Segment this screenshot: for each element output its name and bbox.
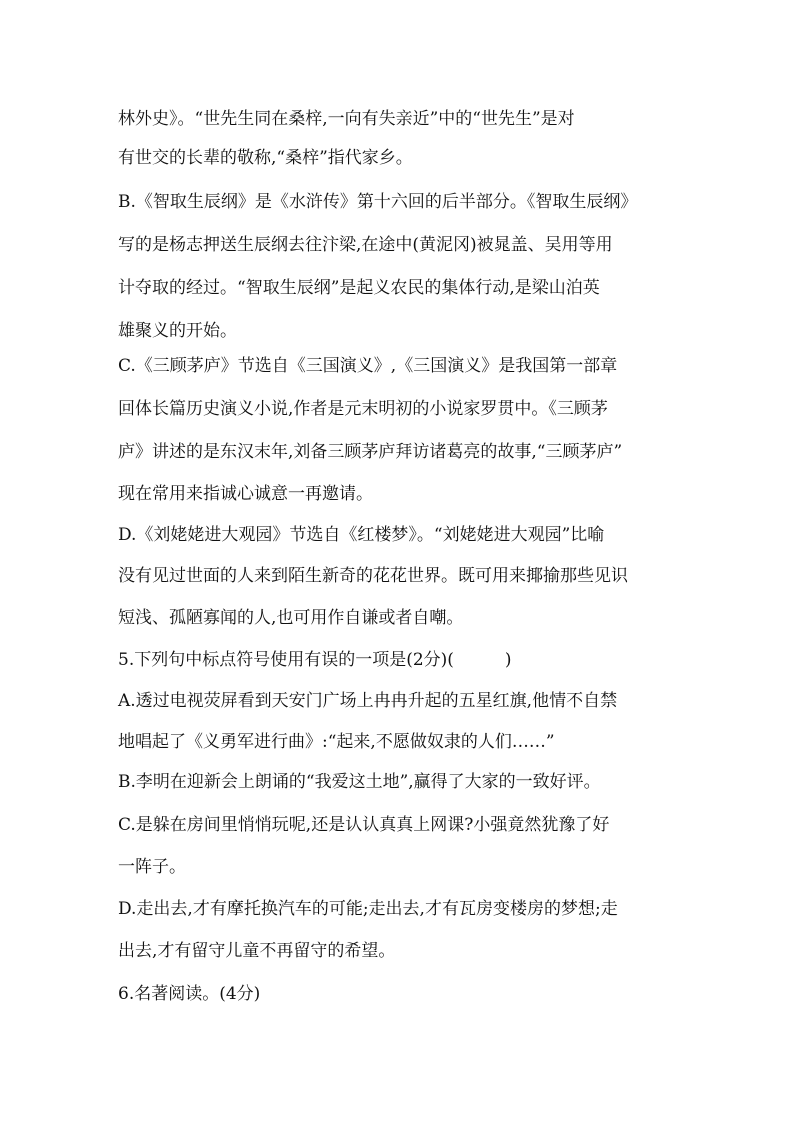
text-line: 没有见过世面的人来到陌生新奇的花花世界。既可用来揶揄那些见识 xyxy=(118,566,628,586)
question-5-stem: 5.下列句中标点符号使用有误的一项是(2分)( ) xyxy=(118,650,512,670)
text-line: 庐》讲述的是东汉末年,刘备三顾茅庐拜访诸葛亮的故事,“三顾茅庐” xyxy=(118,442,623,462)
text-line: 回体长篇历史演义小说,作者是元末明初的小说家罗贯中。《三顾茅 xyxy=(118,399,608,419)
option-c-line-1: C.是躲在房间里悄悄玩呢,还是认认真真上网课?小强竟然犹豫了好 xyxy=(118,815,610,835)
text-line: B.《智取生辰纲》是《水浒传》第十六回的后半部分。《智取生辰纲》 xyxy=(118,192,638,212)
text-line: 林外史》。“世先生同在桑梓,一向有失亲近”中的“世先生”是对 xyxy=(118,109,575,129)
text-line: 计夺取的经过。“智取生辰纲”是起义农民的集体行动,是梁山泊英 xyxy=(118,278,600,298)
text-line: D.《刘姥姥进大观园》节选自《红楼梦》。“刘姥姥进大观园”比喻 xyxy=(118,525,605,545)
text-line: 短浅、孤陋寡闻的人,也可用作自谦或者自嘲。 xyxy=(118,608,464,628)
option-a-line-2: 地唱起了《义勇军进行曲》:“起来,不愿做奴隶的人们……” xyxy=(118,732,555,752)
text-line: 写的是杨志押送生辰纲去往汴梁,在途中(黄泥冈)被晁盖、吴用等用 xyxy=(118,235,613,255)
option-a-line-1: A.透过电视荧屏看到天安门广场上冉冉升起的五星红旗,他情不自禁 xyxy=(118,691,618,711)
option-d-line-1: D.走出去,才有摩托换汽车的可能;走出去,才有瓦房变楼房的梦想;走 xyxy=(118,899,618,919)
text-line: 有世交的长辈的敬称,“桑梓”指代家乡。 xyxy=(118,148,413,168)
text-line: 现在常用来指诚心诚意一再邀请。 xyxy=(118,484,373,504)
option-c-line-2: 一阵子。 xyxy=(118,857,186,877)
option-d-line-2: 出去,才有留守儿童不再留守的希望。 xyxy=(118,941,396,961)
option-b: B.李明在迎新会上朗诵的“我爱这土地”,赢得了大家的一致好评。 xyxy=(118,772,601,792)
question-6-stem: 6.名著阅读。(4分) xyxy=(118,984,261,1004)
text-line: C.《三顾茅庐》节选自《三国演义》,《三国演义》是我国第一部章 xyxy=(118,356,618,376)
text-line: 雄聚义的开始。 xyxy=(118,321,237,341)
